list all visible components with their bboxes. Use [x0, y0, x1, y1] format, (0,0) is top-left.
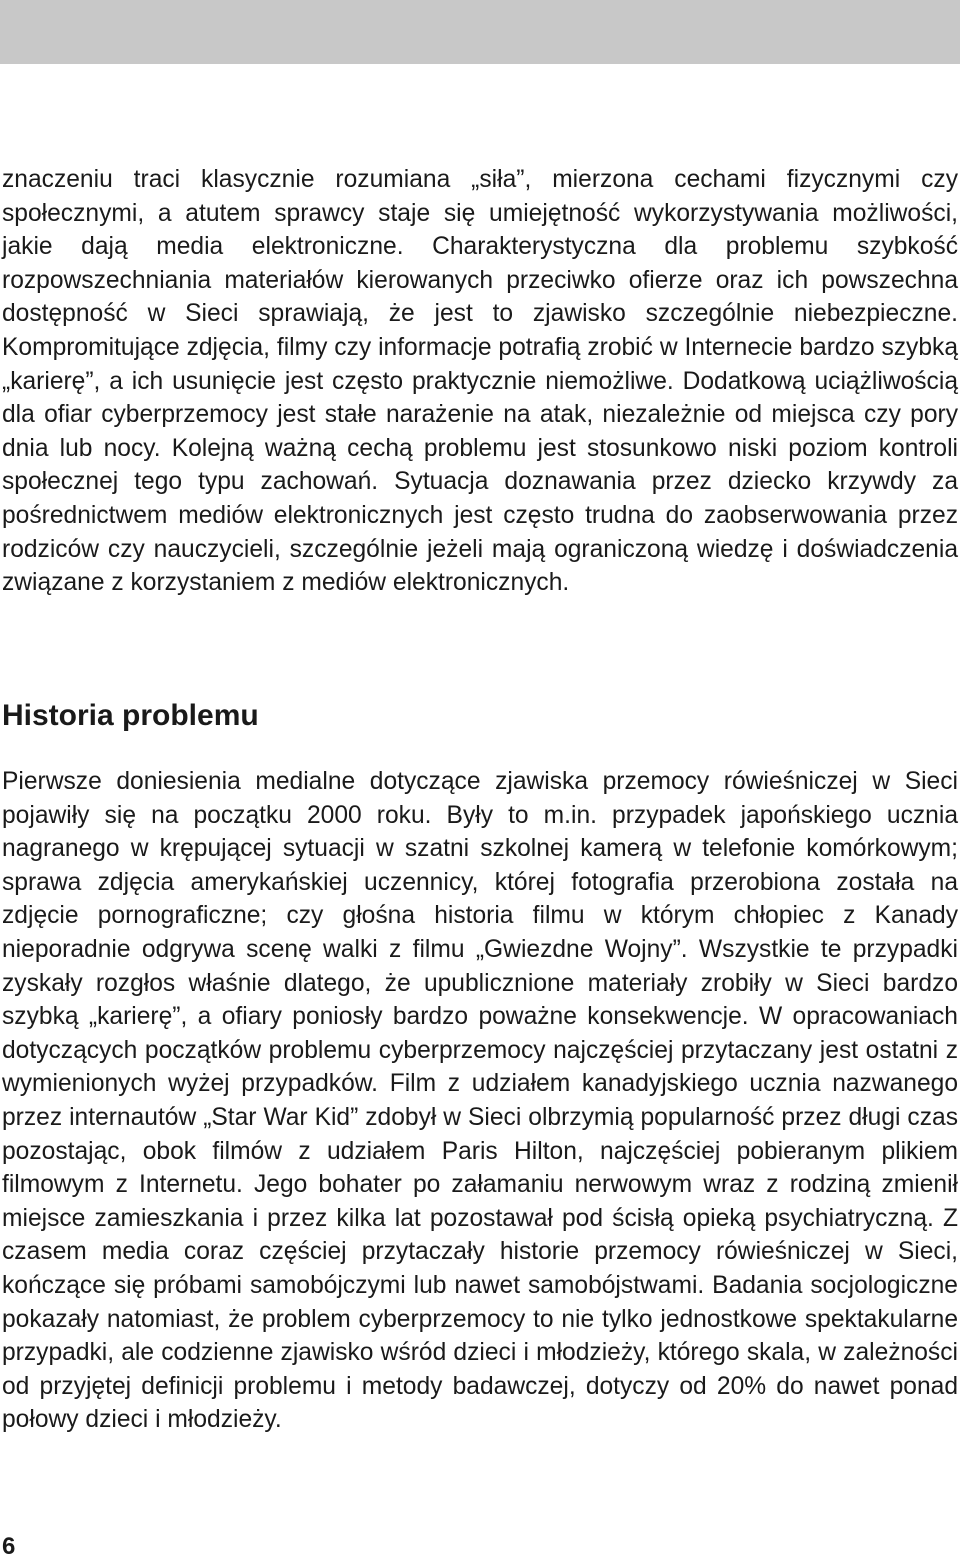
- section-heading: Historia problemu: [2, 699, 259, 732]
- top-header-band: [0, 0, 960, 64]
- body-paragraph-2: Pierwsze doniesienia medialne dotyczące zjawiska przemocy rówieśniczej w Sieci pojawiły się na początku 2000 roku. Były to m.in. przypadek japońskiego ucznia nagranego w krępującej sytuacji w szatni szkolnej kamerą w telefonie komórkowym; sprawa zdjęcia amerykańskiej uczennicy, której fotografia przerobiona została na zdjęcie pornograficzne; czy głośna historia filmu w którym chłopiec z Kanady nieporadnie odgrywa scenę walki z filmu „Gwiezdne Wojny”. Wszystkie te przypadki zyskały rozgłos właśnie dlatego, że upublicznione materiały zrobiły w Sieci bardzo szybką „karierę”, a ofiary poniosły bardzo poważne konsekwencje. W opracowaniach dotyczących początków problemu cyberprzemocy najczęściej przytaczany jest ostatni z wymienionych wyżej przypadków. Film z udziałem kanadyjskiego ucznia nazwanego przez internautów „Star War Kid” zdobył w Sieci olbrzymią popularność przez długi czas pozostając, obok filmów z udziałem Paris Hilton, najczęściej pobieranym plikiem filmowym z Internetu. Jego bohater po załamaniu nerwowym wraz z rodziną zmienił miejsce zamieszkania i przez kilka lat pozostawał pod ścisłą opieką psychiatryczną. Z czasem media coraz częściej przytaczały historie przemocy rówieśniczej w Sieci, kończące się próbami samobójczymi lub nawet samobójstwami. Badania socjologiczne pokazały natomiast, że problem cyberprzemocy to nie tylko jednostkowe spektakularne przypadki, ale codzienne zjawisko wśród dzieci i młodzieży, którego skala, w zależności od przyjętej definicji problemu i metody badawczej, dotyczy od 20% do nawet ponad połowy dzieci i młodzieży.: [2, 768, 958, 1434]
- body-paragraph-1: znaczeniu traci klasycznie rozumiana „siła”, mierzona cechami fizycznymi czy społecznymi, a atutem sprawcy staje się umiejętność wykorzystywania możliwości, jakie dają media elektroniczne. Charakterystyczna dla problemu szybkość rozpowszechniania materiałów kierowanych przeciwko ofierze oraz ich powszechna dostępność w Sieci sprawiają, że jest to zjawisko szczególnie niebezpieczne. Kompromitujące zdjęcia, filmy czy informacje potrafią zrobić w Internecie bardzo szybką „karierę”, a ich usunięcie jest często praktycznie niemożliwe. Dodatkową uciążliwością dla ofiar cyberprzemocy jest stałe narażenie na atak, niezależnie od miejsca czy pory dnia lub nocy. Kolejną ważną cechą problemu jest stosunkowo niski poziom kontroli społecznej tego typu zachowań. Sytuacja doznawania przez dziecko krzywdy za pośrednictwem mediów elektronicznych jest często trudna do zaobserwowania przez rodziców czy nauczycieli, szczególnie jeżeli mają ograniczoną wiedzę i doświadczenia związane z korzystaniem z mediów elektronicznych.: [2, 166, 958, 597]
- page-number: 6: [2, 1533, 16, 1560]
